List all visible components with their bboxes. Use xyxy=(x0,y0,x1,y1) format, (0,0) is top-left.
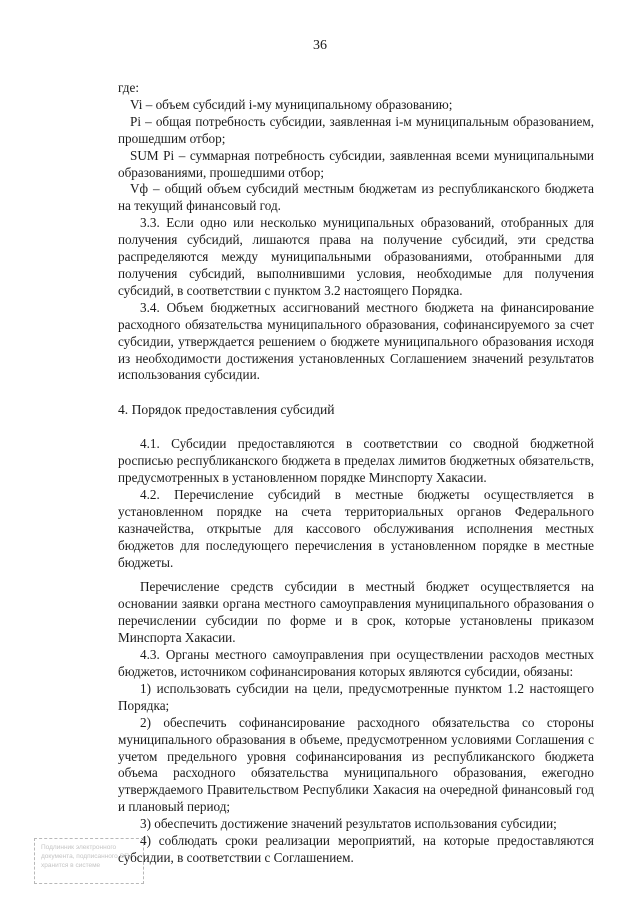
paragraph-sum-pi-definition: SUM Pi – суммарная потребность субсидии, заявленная всеми муниципальными образованиями, прошедшими отбор; xyxy=(118,147,594,180)
list-item-1: 1) использовать субсидии на цели, предусмотренные пунктом 1.2 настоящего Порядка; xyxy=(118,680,594,713)
paragraph-transfer: Перечисление средств субсидии в местный бюджет осуществляется на основании заявки органа местного самоуправления муниципального образования о перечислении субсидии по форме и в срок, которые установлены приказом Минспорта Хакасии. xyxy=(118,579,594,646)
section-heading: 4. Порядок предоставления субсидий xyxy=(118,402,335,418)
stamp-line: документа, подписанного ЭП, xyxy=(41,853,131,860)
paragraph-vf-definition: Vф – общий объем субсидий местным бюджетам из республиканского бюджета на текущий финансовый год. xyxy=(118,181,594,214)
paragraph-3-4: 3.4. Объем бюджетных ассигнований местного бюджета на финансирование расходного обязательства муниципального образования, софинансируемого за счет субсидии, утверждается решением о бюджете муниципального образования исходя из необходимости достижения установленных Соглашением значений результатов использования субсидии. xyxy=(118,299,594,383)
document-body xyxy=(118,80,594,867)
paragraph-pi-definition: Pi – общая потребность субсидии, заявленная i-м муниципальным образованием, прошедшим отбор; xyxy=(118,113,594,146)
list-item-3: 3) обеспечить достижение значений результатов использования субсидии; xyxy=(140,816,557,832)
electronic-signature-stamp xyxy=(34,838,144,884)
paragraph-3-3: 3.3. Если одно или несколько муниципальных образований, отобранных для получения субсидий, лишаются права на получение субсидий, эти средства распределяются между муниципальными образованиями, отобранными для получения субсидий, выполнившими условия, необходимые для получения субсидий, в соответствии с пунктом 3.2 настоящего Порядка. xyxy=(118,215,594,298)
stamp-line: хранится в системе xyxy=(41,862,101,869)
list-item-2: 2) обеспечить софинансирование расходного обязательства со стороны муниципального образования в объеме, предусмотренном условиями Соглашения с учетом предельного уровня софинансирования из республиканского бюджета объема расходного обязательства муниципального образования, ежегодно утверждаемого Правительством Республики Хакасия на очередной финансовый год и плановый период; xyxy=(118,714,594,815)
paragraph-4-3: 4.3. Органы местного самоуправления при осуществлении расходов местных бюджетов, источником софинансирования которых являются субсидии, обязаны: xyxy=(118,647,594,679)
paragraph-4-1: 4.1. Субсидии предоставляются в соответствии со сводной бюджетной росписью республиканского бюджета в пределах лимитов бюджетных обязательств, предусмотренных в установленном порядке Минспорту Хакасии. xyxy=(118,436,594,486)
paragraph-4-2: 4.2. Перечисление субсидий в местные бюджеты осуществляется в установленном порядке на счета территориальных органов Федерального казначейства, открытые для кассового обслуживания исполнения местных бюджетов для последующего перечисления в установленном порядке в местные бюджеты. xyxy=(118,486,594,570)
paragraph-where: где: xyxy=(118,80,139,95)
page-number: 36 xyxy=(313,38,327,53)
stamp-line: Подлинник электронного xyxy=(41,844,117,851)
list-item-4: 4) соблюдать сроки реализации мероприятий, на которые предоставляются субсидии, в соответствии с Соглашением. xyxy=(118,833,594,865)
paragraph-vi-definition: Vi – объем субсидий i-му муниципальному образованию; xyxy=(130,96,453,112)
